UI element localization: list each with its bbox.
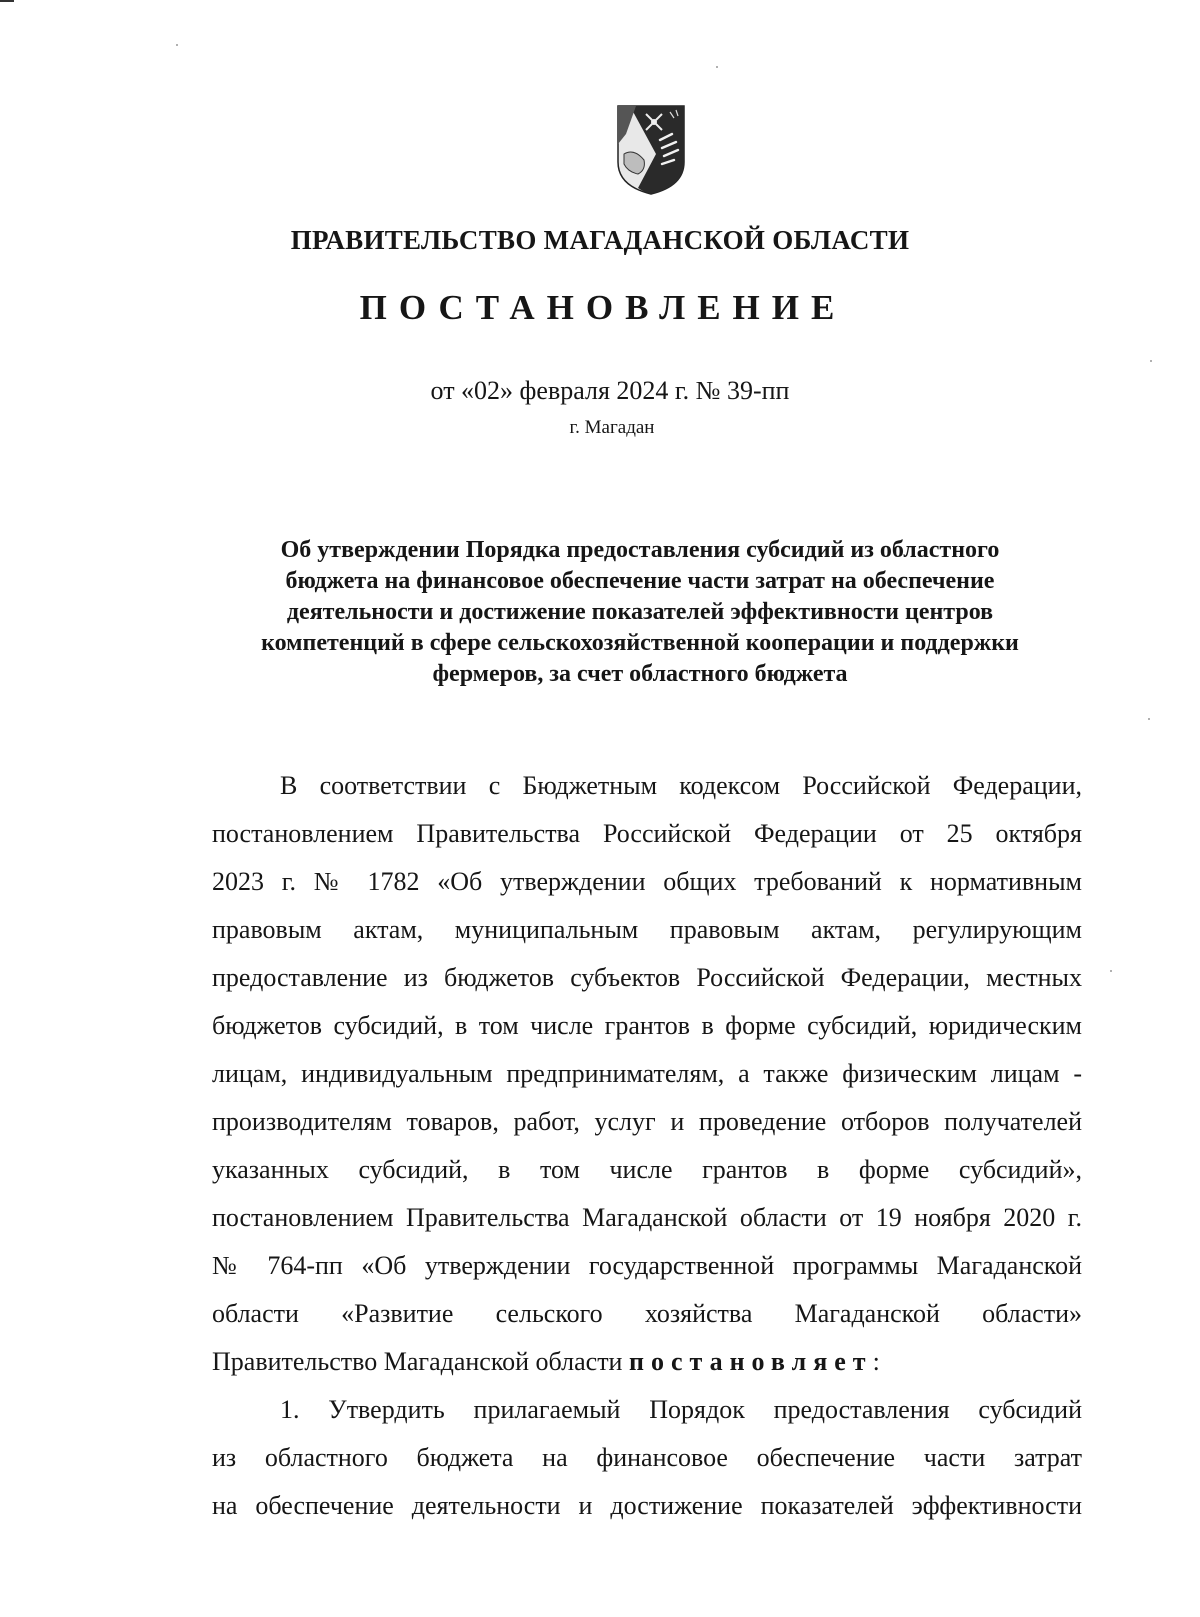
resolves-colon: : [872,1347,880,1376]
preamble-line: бюджетов субсидий, в том числе грантов в форме субсидий, юридическим [212,1011,1082,1040]
preamble-line: производителям товаров, работ, услуг и проведение отборов получателей [212,1107,1082,1136]
preamble-line: правовым актам, муниципальным правовым актам, регулирующим [212,915,1082,944]
decree-body [212,762,1082,1530]
subject-line: деятельности и достижение показателей эффективности центров [286,599,994,625]
item-line: на обеспечение деятельности и достижение показателей эффективности [212,1491,1082,1520]
preamble-line: постановлением Правительства Магаданской области от 19 ноября 2020 г. [212,1203,1082,1232]
resolves-word: постановляет [628,1347,873,1376]
preamble-line: № 764-пп «Об утверждении государственной программы Магаданской [212,1251,1082,1280]
preamble-line: 2023 г. № 1782 «Об утверждении общих требований к нормативным [212,867,1082,896]
coat-of-arms-emblem [616,104,686,196]
preamble-line: лицам, индивидуальным предпринимателям, а также физическим лицам - [212,1059,1082,1088]
scan-speck [1110,970,1112,972]
preamble-closing-line [212,1338,1082,1386]
preamble-line: области «Развитие сельского хозяйства Магаданской области» [212,1299,1082,1328]
preamble-line: предоставление из бюджетов субъектов Российской Федерации, местных [212,963,1082,992]
subject-line: фермеров, за счет областного бюджета [432,661,848,687]
subject-line: Об утверждении Порядка предоставления субсидий из областного [280,537,1000,563]
scan-speck [0,0,14,2]
decree-city: г. Магадан [569,417,655,438]
document-type-heading: ПОСТАНОВЛЕНИЕ [359,288,847,327]
preamble-line: постановлением Правительства Российской Федерации от 25 октября [212,819,1082,848]
scan-speck [1148,718,1150,720]
item-line: из областного бюджета на финансовое обеспечение части затрат [212,1443,1082,1472]
subject-line: компетенций в сфере сельскохозяйственной кооперации и поддержки [261,630,1019,656]
decree-subject [200,535,1080,690]
item-line: 1. Утвердить прилагаемый Порядок предоставления субсидий [280,1395,1082,1424]
preamble-line: указанных субсидий, в том числе грантов в форме субсидий», [212,1155,1082,1184]
decree-date-number: от «02» февраля 2024 г. № 39-пп [430,376,790,405]
subject-line: бюджета на финансовое обеспечение части затрат на обеспечение [285,568,995,594]
scan-speck [176,44,178,46]
scan-speck [716,66,718,68]
preamble-line: В соответствии с Бюджетным кодексом Российской Федерации, [280,771,1082,800]
closing-text: Правительство Магаданской области [212,1347,623,1376]
scan-speck [1150,360,1152,362]
government-title: ПРАВИТЕЛЬСТВО МАГАДАНСКОЙ ОБЛАСТИ [290,225,910,255]
